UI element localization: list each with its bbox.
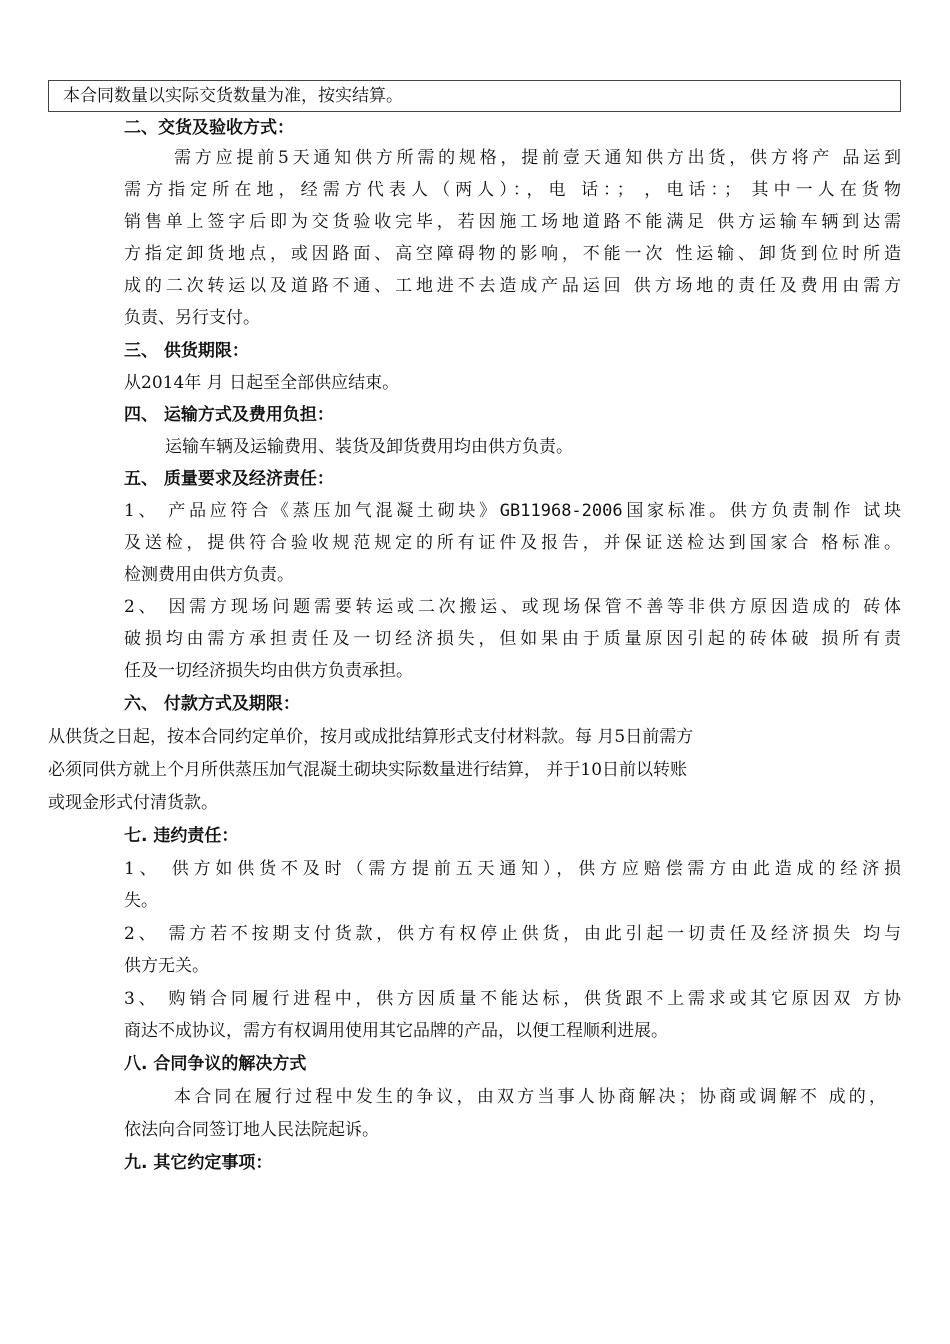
section-8-heading: 八. 合同争议的解决方式 xyxy=(124,1054,307,1074)
section-4-heading: 四、 运输方式及费用负担： xyxy=(124,405,334,425)
section-9-heading: 九. 其它约定事项： xyxy=(124,1153,273,1173)
section-7-line: 供方无关。 xyxy=(124,956,209,976)
standard-code: GB11968-2006 xyxy=(499,501,623,521)
section-2-line: 销售单上签字后即为交货验收完毕，若因施工场地道路不能满足 供方运输车辆到达需 xyxy=(124,212,901,232)
section-2-line: 方指定卸货地点，或因路面、高空障碍物的影响，不能一次 性运输、卸货到位时所造 xyxy=(124,244,901,264)
section-5-line: 及送检，提供符合验收规范规定的所有证件及报告，并保证送检达到国家合 格标准。 xyxy=(124,533,901,553)
section-5-item-1-text: 1、 产品应符合《蒸压加气混凝土砌块》 xyxy=(124,501,500,521)
section-7-line: 3、 购销合同履行进程中，供方因质量不能达标，供货跟不上需求或其它原因双 方协 xyxy=(124,989,901,1009)
section-7-line: 商达不成协议，需方有权调用使用其它品牌的产品，以便工程顺利进展。 xyxy=(124,1021,668,1041)
section-7-line: 1、 供方如供货不及时（需方提前五天通知），供方应赔偿需方由此造成的经济损 xyxy=(124,859,901,879)
section-8-line: 本合同在履行过程中发生的争议，由双方当事人协商解决；协商或调解不 成的， xyxy=(174,1087,886,1107)
section-3-heading: 三、 供货期限： xyxy=(124,341,249,361)
section-6-line: 从供货之日起，按本合同约定单价，按月或成批结算形式支付材料款。每 月5日前需方 xyxy=(48,727,694,747)
section-6-heading: 六、 付款方式及期限： xyxy=(124,694,300,714)
section-2-line: 需方指定所在地，经需方代表人（两人）：，电 话：； ，电话：； 其中一人在货物 xyxy=(124,180,901,200)
section-2-line: 负责、另行支付。 xyxy=(124,308,260,328)
section-2-line: 需方应提前5天通知供方所需的规格，提前壹天通知供方出货，供方将产 品运到 xyxy=(174,148,901,168)
section-4-line: 运输车辆及运输费用、装货及卸货费用均由供方负责。 xyxy=(165,437,573,457)
quantity-note: 本合同数量以实际交货数量为准，按实结算。 xyxy=(63,86,403,106)
section-7-heading: 七. 违约责任： xyxy=(124,826,239,846)
quantity-note-box xyxy=(48,80,901,112)
section-8-line: 依法向合同签订地人民法院起诉。 xyxy=(124,1120,379,1140)
section-6-line: 必须同供方就上个月所供蒸压加气混凝土砌块实际数量进行结算， 并于10日前以转账 xyxy=(48,760,688,780)
section-2-heading: 二、交货及验收方式： xyxy=(124,118,294,138)
section-2-line: 成的二次转运以及道路不通、工地进不去造成产品运回 供方场地的责任及费用由需方 xyxy=(124,276,901,296)
section-5-line-1 xyxy=(124,500,901,522)
section-7-line: 失。 xyxy=(124,891,158,911)
section-5-line: 2、 因需方现场问题需要转运或二次搬运、或现场保管不善等非供方原因造成的 砖体 xyxy=(124,597,901,617)
section-5-heading: 五、 质量要求及经济责任： xyxy=(124,469,334,489)
section-7-line: 2、 需方若不按期支付货款，供方有权停止供货，由此引起一切责任及经济损失 均与 xyxy=(124,924,901,944)
section-5-line: 任及一切经济损失均由供方负责承担。 xyxy=(124,661,413,681)
section-6-line: 或现金形式付清货款。 xyxy=(48,793,218,813)
section-3-line: 从2014年 月 日起至全部供应结束。 xyxy=(124,373,400,393)
section-5-line: 检测费用由供方负责。 xyxy=(124,565,294,585)
section-5-item-1-text: 国家标准。供方负责制作 试块 xyxy=(622,501,901,521)
section-5-line: 破损均由需方承担责任及一切经济损失，但如果由于质量原因引起的砖体破 损所有责 xyxy=(124,629,901,649)
